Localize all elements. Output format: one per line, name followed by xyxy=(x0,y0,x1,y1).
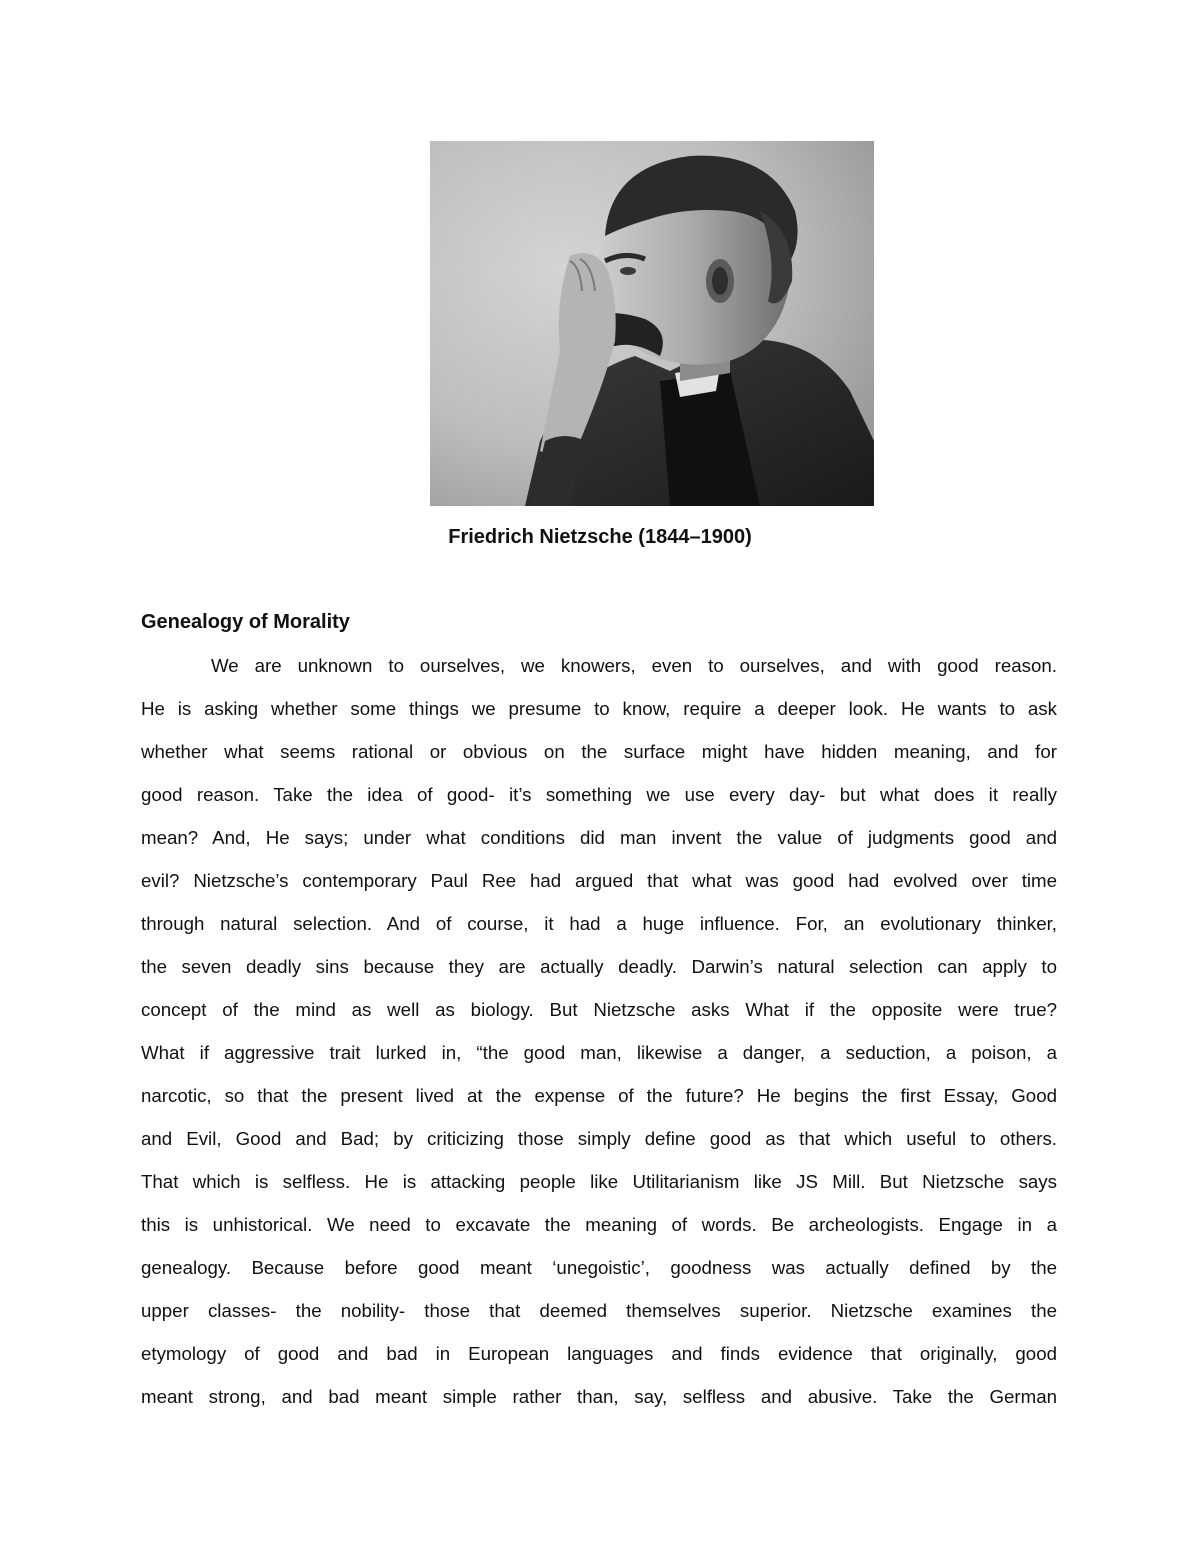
paragraph-line: We are unknown to ourselves, we knowers, even to ourselves, and with good reason. xyxy=(211,655,1057,676)
paragraph-line: whether what seems rational or obvious on the surface might have hidden meaning, and for xyxy=(141,741,1057,762)
paragraph-line: the seven deadly sins because they are actually deadly. Darwin’s natural selection can apply to xyxy=(141,956,1057,977)
paragraph-line: mean? And, He says; under what conditions did man invent the value of judgments good and xyxy=(141,827,1057,848)
paragraph-line: this is unhistorical. We need to excavate the meaning of words. Be archeologists. Engage in a xyxy=(141,1214,1057,1235)
section-heading: Genealogy of Morality xyxy=(141,611,350,633)
paragraph-line: concept of the mind as well as biology. But Nietzsche asks What if the opposite were true? xyxy=(141,999,1057,1020)
paragraph-line: What if aggressive trait lurked in, “the good man, likewise a danger, a seduction, a poison, a xyxy=(141,1042,1057,1063)
paragraph-line: He is asking whether some things we presume to know, require a deeper look. He wants to ask xyxy=(141,698,1057,719)
paragraph-line: narcotic, so that the present lived at the expense of the future? He begins the first Essay, Good xyxy=(141,1085,1057,1106)
paragraph-line: That which is selfless. He is attacking people like Utilitarianism like JS Mill. But Nietzsche says xyxy=(141,1171,1057,1192)
body-paragraph xyxy=(141,651,1057,1425)
paragraph-line: evil? Nietzsche’s contemporary Paul Ree had argued that what was good had evolved over time xyxy=(141,870,1057,891)
paragraph-line: etymology of good and bad in European languages and finds evidence that originally, good xyxy=(141,1343,1057,1364)
paragraph-line: genealogy. Because before good meant ‘unegoistic’, goodness was actually defined by the xyxy=(141,1257,1057,1278)
figure-caption: Friedrich Nietzsche (1844–1900) xyxy=(448,526,752,548)
portrait-photo xyxy=(430,141,874,506)
paragraph-line: meant strong, and bad meant simple rather than, say, selfless and abusive. Take the German xyxy=(141,1386,1057,1407)
paragraph-line: and Evil, Good and Bad; by criticizing those simply define good as that which useful to others. xyxy=(141,1128,1057,1149)
paragraph-line: through natural selection. And of course, it had a huge influence. For, an evolutionary thinker, xyxy=(141,913,1057,934)
paragraph-line: good reason. Take the idea of good- it’s something we use every day- but what does it really xyxy=(141,784,1057,805)
portrait-illustration xyxy=(430,141,874,506)
paragraph-line: upper classes- the nobility- those that deemed themselves superior. Nietzsche examines the xyxy=(141,1300,1057,1321)
